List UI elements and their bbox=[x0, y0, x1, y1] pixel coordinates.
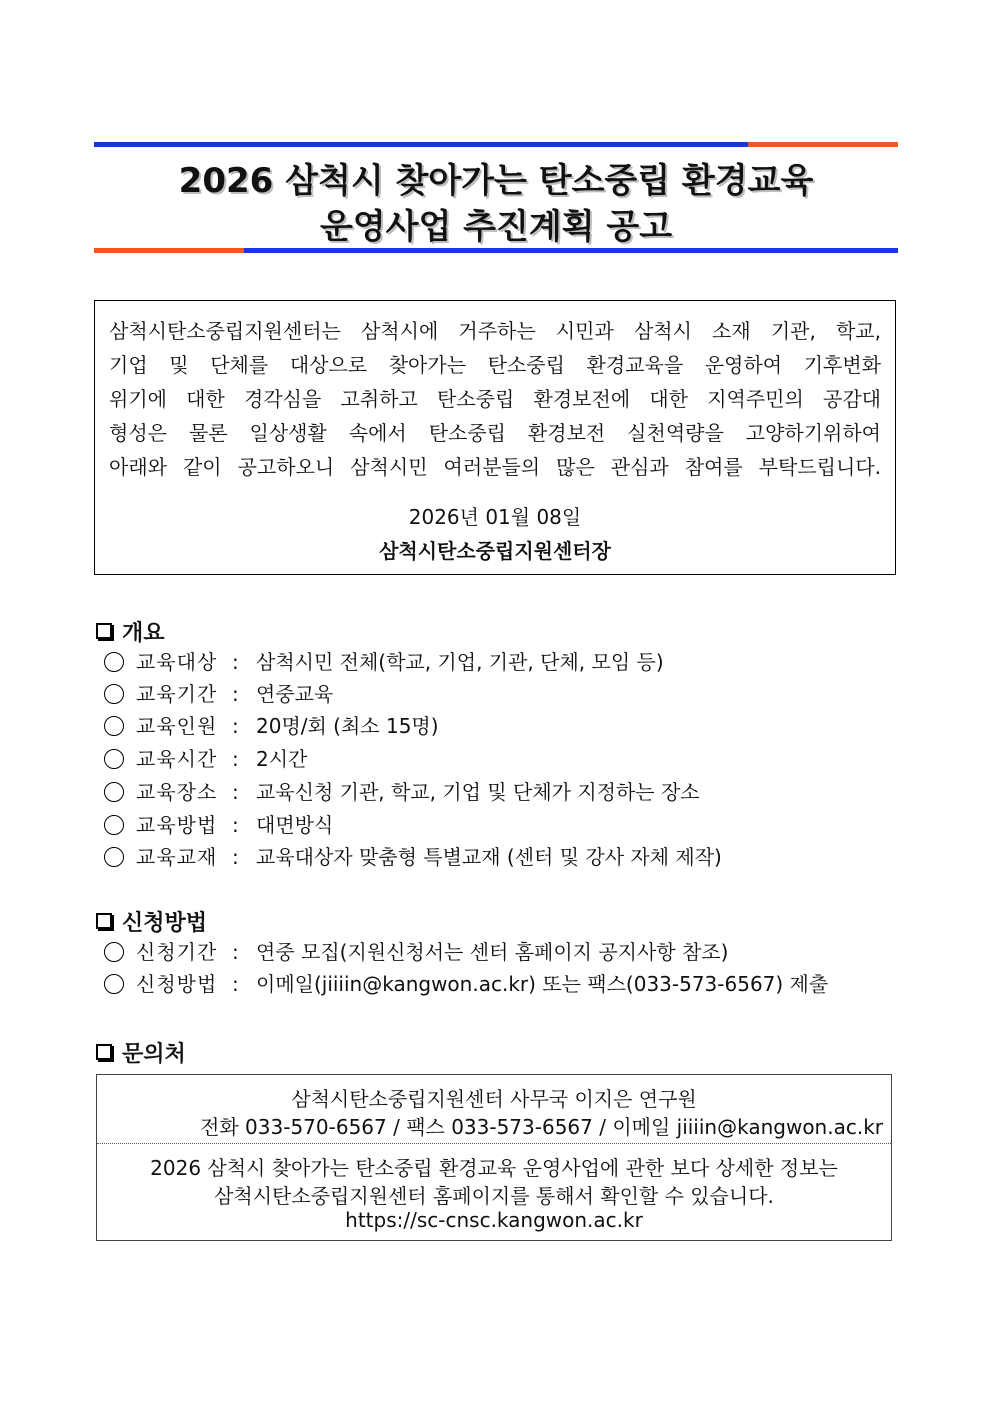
title-top-bar-orange bbox=[748, 142, 898, 147]
item-label: 교육방법 bbox=[136, 813, 218, 837]
item-value: 이메일(jiiiin@kangwon.ac.kr) 또는 팩스(033-573-6567) 제출 bbox=[256, 972, 829, 996]
circle-bullet-icon bbox=[104, 847, 124, 867]
contact-info-text: 2026 삼척시 찾아가는 탄소중립 환경교육 운영사업에 관한 보다 상세한 정보는 bbox=[150, 1156, 838, 1180]
item-value: 교육대상자 맞춤형 특별교재 (센터 및 강사 자체 제작) bbox=[256, 845, 722, 869]
notice-line: 삼척시탄소중립지원센터는 삼척시에 거주하는 시민과 삼척시 소재 기관, 학교, bbox=[109, 319, 881, 343]
section-heading-label: 문의처 bbox=[122, 1042, 186, 1067]
circle-bullet-icon bbox=[104, 815, 124, 835]
title-bottom-bar-orange bbox=[94, 248, 244, 253]
circle-bullet-icon bbox=[104, 782, 124, 802]
apply-item: 신청기간 : 연중 모집(지원신청서는 센터 홈페이지 공지사항 참조) bbox=[104, 940, 728, 964]
item-label: 교육인원 bbox=[136, 714, 218, 738]
notice-line: 형성은 물론 일상생활 속에서 탄소중립 환경보전 실천역량을 고양하기위하여 bbox=[109, 421, 881, 445]
item-label: 교육대상 bbox=[136, 650, 218, 674]
contact-info-text: 삼척시탄소중립지원센터 홈페이지를 통해서 확인할 수 있습니다. bbox=[214, 1184, 774, 1208]
apply-item: 신청방법 : 이메일(jiiiin@kangwon.ac.kr) 또는 팩스(033-573-6567) 제출 bbox=[104, 972, 828, 996]
page-title-line2: 운영사업 추진계획 공고 bbox=[319, 207, 673, 247]
section-heading-label: 신청방법 bbox=[122, 911, 208, 936]
item-label: 교육시간 bbox=[136, 747, 218, 771]
circle-bullet-icon bbox=[104, 652, 124, 672]
notice-line: 기업 및 단체를 대상으로 찾아가는 탄소중립 환경교육을 운영하여 기후변화 bbox=[109, 353, 881, 377]
item-value: 20명/회 (최소 15명) bbox=[256, 714, 439, 738]
item-value: 연중교육 bbox=[256, 682, 334, 706]
overview-item: 교육방법 : 대면방식 bbox=[104, 813, 333, 837]
item-label: 교육기간 bbox=[136, 682, 218, 706]
circle-bullet-icon bbox=[104, 716, 124, 736]
section-heading-contact bbox=[96, 1037, 186, 1068]
overview-item: 교육시간 : 2시간 bbox=[104, 747, 307, 771]
item-value: 대면방식 bbox=[256, 813, 334, 837]
overview-item: 교육교재 : 교육대상자 맞춤형 특별교재 (센터 및 강사 자체 제작) bbox=[104, 845, 722, 869]
page-title-line1: 2026 삼척시 찾아가는 탄소중립 환경교육 bbox=[178, 161, 814, 201]
overview-item: 교육인원 : 20명/회 (최소 15명) bbox=[104, 714, 439, 738]
contact-divider bbox=[97, 1143, 891, 1144]
item-value: 연중 모집(지원신청서는 센터 홈페이지 공지사항 참조) bbox=[256, 940, 729, 964]
overview-item: 교육장소 : 교육신청 기관, 학교, 기업 및 단체가 지정하는 장소 bbox=[104, 780, 700, 804]
notice-box bbox=[94, 300, 896, 575]
item-label: 신청기간 bbox=[136, 940, 218, 964]
contact-box bbox=[96, 1074, 892, 1241]
overview-item: 교육기간 : 연중교육 bbox=[104, 682, 333, 706]
notice-organization: 삼척시탄소중립지원센터장 bbox=[379, 539, 611, 563]
item-value: 교육신청 기관, 학교, 기업 및 단체가 지정하는 장소 bbox=[256, 780, 700, 804]
item-label: 교육교재 bbox=[136, 845, 218, 869]
title-top-bar-blue bbox=[94, 142, 748, 147]
contact-person: 삼척시탄소중립지원센터 사무국 이지은 연구원 bbox=[291, 1087, 697, 1111]
square-bullet-icon bbox=[96, 1044, 112, 1060]
item-value: 삼척시민 전체(학교, 기업, 기관, 단체, 모임 등) bbox=[256, 650, 664, 674]
title-bottom-bar-blue bbox=[244, 248, 898, 253]
section-heading-label: 개요 bbox=[122, 621, 165, 646]
overview-item: 교육대상 : 삼척시민 전체(학교, 기업, 기관, 단체, 모임 등) bbox=[104, 650, 664, 674]
circle-bullet-icon bbox=[104, 684, 124, 704]
circle-bullet-icon bbox=[104, 974, 124, 994]
notice-line: 위기에 대한 경각심을 고취하고 탄소중립 환경보전에 대한 지역주민의 공감대 bbox=[109, 387, 881, 411]
notice-date: 2026년 01월 08일 bbox=[408, 505, 582, 529]
section-heading-overview bbox=[96, 616, 165, 647]
item-label: 신청방법 bbox=[136, 972, 218, 996]
item-value: 2시간 bbox=[256, 747, 308, 771]
circle-bullet-icon bbox=[104, 942, 124, 962]
notice-line: 아래와 같이 공고하오니 삼척시민 여러분들의 많은 관심과 참여를 부탁드립니다. bbox=[109, 455, 881, 479]
contact-phone-fax-email: 전화 033-570-6567 / 팩스 033-573-6567 / 이메일 jiiiin@kangwon.ac.kr bbox=[200, 1115, 883, 1139]
section-heading-apply bbox=[96, 906, 207, 937]
square-bullet-icon bbox=[96, 913, 112, 929]
circle-bullet-icon bbox=[104, 749, 124, 769]
homepage-link[interactable]: https://sc-cnsc.kangwon.ac.kr bbox=[345, 1208, 643, 1232]
square-bullet-icon bbox=[96, 623, 112, 639]
item-label: 교육장소 bbox=[136, 780, 218, 804]
